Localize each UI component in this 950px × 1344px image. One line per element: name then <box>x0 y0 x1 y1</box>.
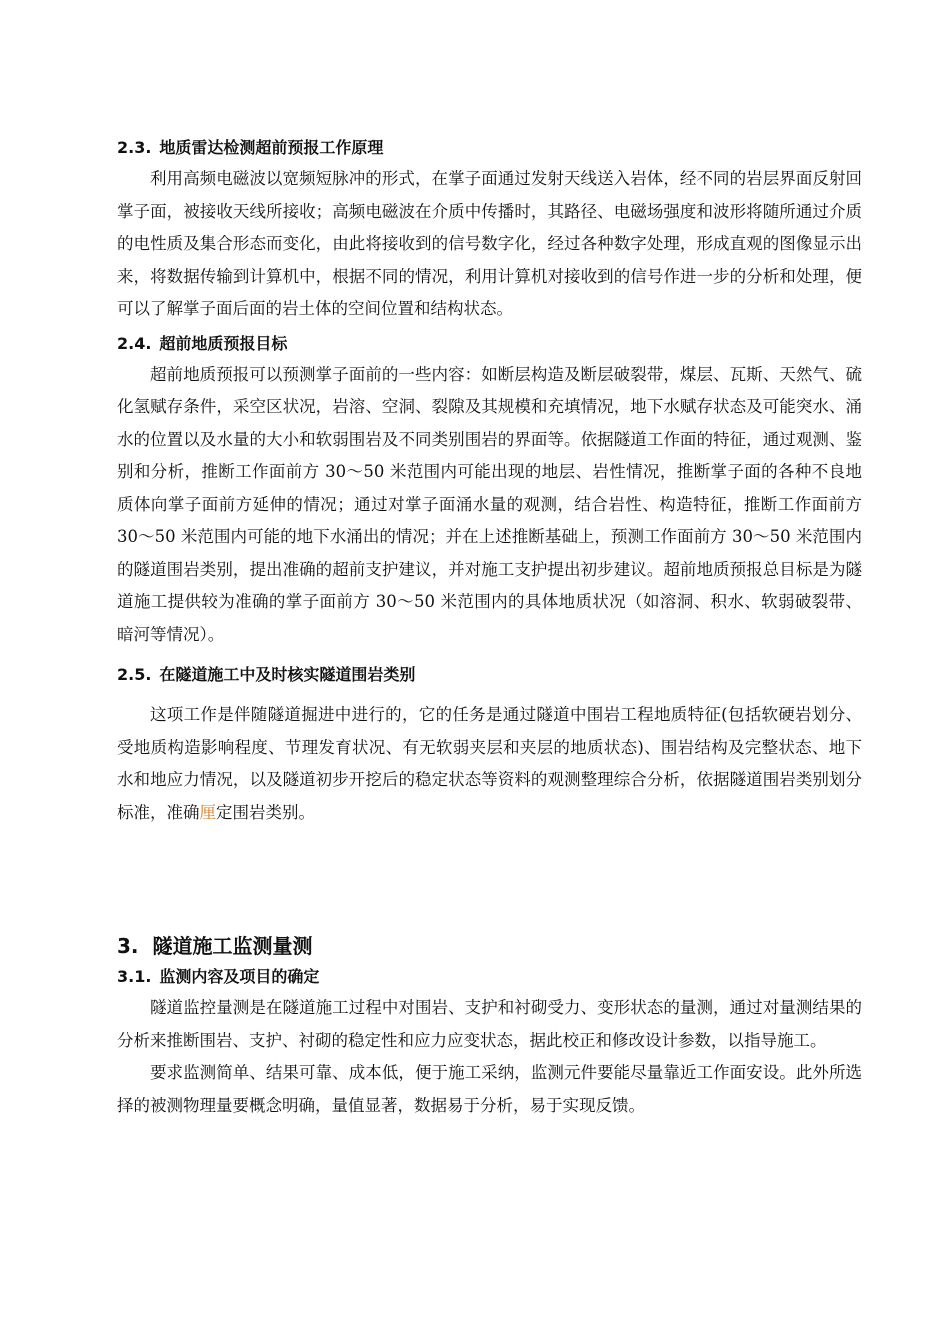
paragraph-3-1-first: 隧道监控量测是在隧道施工过程中对围岩、支护和衬砌受力、变形状态的量测，通过对量测结果的分析来推断围岩、支护、衬砌的稳定性和应力应变状态，据此校正和修改设计参数，以指导施工。 <box>117 998 862 1050</box>
section-number: 2.5. <box>117 665 152 684</box>
section-title: 在隧道施工中及时核实隧道围岩类别 <box>159 665 416 684</box>
chapter-number: 3. <box>117 934 139 958</box>
paragraph-text: 这项工作是伴随隧道掘进中进行的，它的任务是通过隧道中围岩工程地质特征(包括软硬岩划分、受地质构造影响程度、节理发育状况、有无软弱夹层和夹层的地质状态)、围岩结构及完整状态、地下水和地应力情况，以及隧道初步开挖后的稳定状态等资料的观测整理综合分析，依据隧道围岩类别划分标准，准确 <box>117 705 862 822</box>
paragraph-2-4: 超前地质预报可以预测掌子面前的一些内容：如断层构造及断层破裂带，煤层、瓦斯、天然气、硫化氢赋存条件，采空区状况，岩溶、空洞、裂隙及其规模和充填情况，地下水赋存状态及可能突水、涌水的位置以及水量的大小和软弱围岩及不同类别围岩的界面等。依据隧道工作面的特征，通过观测、鉴别和分析，推断工作面前方 30～50 米范围内可能出现的地层、岩性情况，推断掌子面的各种不良地质体向掌子面前方延伸的情况；通过对掌子面涌水量的观测，结合岩性、构造特征，推断工作面前方 30～50 米范围内可能的地下水涌出的情况；并在上述推断基础上，预测工作面前方 30～50 米范围内的隧道围岩类别，提出准确的超前支护建议，并对施工支护提出初步建议。超前地质预报总目标是为隧道施工提供较为准确的掌子面前方 30～50 米范围内的具体地质状况（如溶洞、积水、软弱破裂带、暗河等情况）。 <box>117 364 862 644</box>
paragraph-2-5 <box>117 699 862 829</box>
section-title: 地质雷达检测超前预报工作原理 <box>159 138 384 157</box>
chapter-heading-3 <box>117 931 862 961</box>
section-title: 超前地质预报目标 <box>159 333 288 353</box>
paragraph-text: 定围岩类别。 <box>216 802 315 822</box>
section-heading-3-1 <box>117 965 862 989</box>
chapter-title: 隧道施工监测量测 <box>152 934 313 958</box>
section-heading-2-5 <box>117 663 862 687</box>
section-number: 3.1. <box>117 967 152 986</box>
section-number: 2.4. <box>117 333 152 353</box>
section-heading-2-4 <box>117 332 862 356</box>
section-number: 2.3. <box>117 138 152 157</box>
highlighted-character: 厘 <box>199 802 216 822</box>
paragraph-3-1-second: 要求监测简单、结果可靠、成本低，便于施工采纳，监测元件要能尽量靠近工作面安设。此外所选择的被测物理量要概念明确，量值显著，数据易于分析，易于实现反馈。 <box>117 1063 862 1115</box>
section-title: 监测内容及项目的确定 <box>159 967 320 986</box>
document-page <box>117 136 862 1122</box>
section-heading-2-3 <box>117 136 862 160</box>
paragraph-2-3: 利用高频电磁波以宽频短脉冲的形式，在掌子面通过发射天线送入岩体，经不同的岩层界面反射回掌子面，被接收天线所接收；高频电磁波在介质中传播时，其路径、电磁场强度和波形将随所通过介质的电性质及集合形态而变化，由此将接收到的信号数字化，经过各种数字处理，形成直观的图像显示出来，将数据传输到计算机中，根据不同的情况，利用计算机对接收到的信号作进一步的分析和处理，便可以了解掌子面后面的岩土体的空间位置和结构状态。 <box>117 169 862 318</box>
